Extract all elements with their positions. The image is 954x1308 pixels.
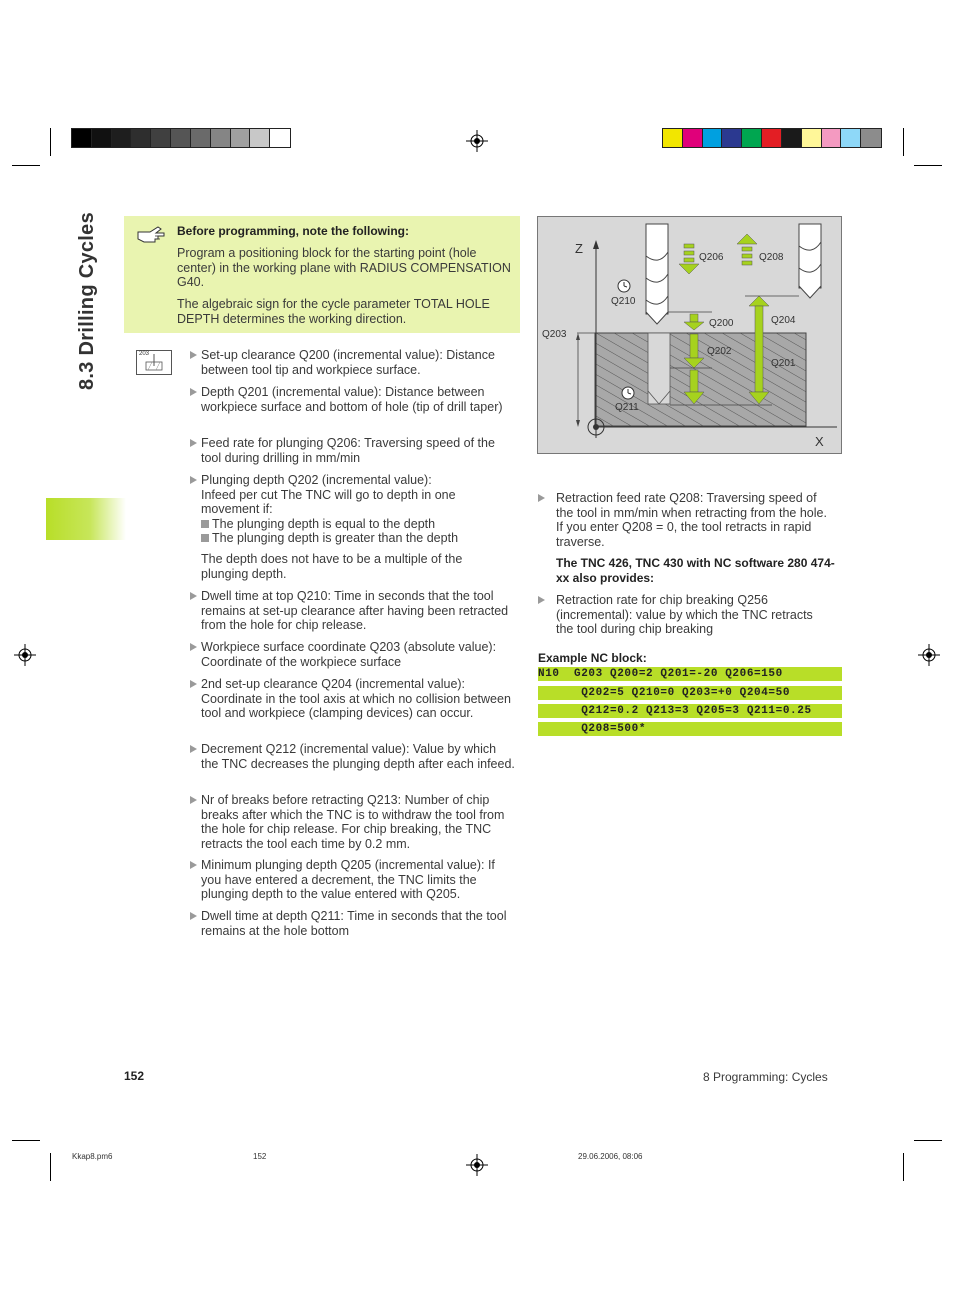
svg-text:Q201: Q201 xyxy=(771,358,796,369)
note-paragraph: Program a positioning block for the starting point (hole center) in the working plane with RADIUS COMPENSATION G40. xyxy=(177,246,511,289)
note-paragraph: The algebraic sign for the cycle parameter TOTAL HOLE DEPTH determines the working direction. xyxy=(177,297,490,326)
bullet-triangle-icon xyxy=(538,494,545,502)
clearance-arrow-q200 xyxy=(690,314,698,322)
slug-date: 29.06.2006, 08:06 xyxy=(578,1152,643,1161)
grayscale-bar xyxy=(71,128,291,148)
bullet-triangle-icon xyxy=(190,439,197,447)
page-number: 152 xyxy=(124,1069,145,1083)
registration-mark-icon xyxy=(466,1154,488,1176)
crop-mark xyxy=(914,165,942,166)
list-item: Nr of breaks before retracting Q213: Number of chip breaks after which the TNC is to withdraw the tool from the hole for chip release. For chip breaking, the TNC retracts the tool each time by 0.2 mm. xyxy=(190,793,515,851)
crop-mark xyxy=(903,128,904,156)
list-item: Depth Q201 (incremental value): Distance between workpiece surface and bottom of hole (tip of drill taper) xyxy=(190,385,515,414)
cycle-diagram xyxy=(537,216,842,454)
crop-mark xyxy=(12,165,40,166)
software-note: The TNC 426, TNC 430 with NC software 280 474-xx also provides: xyxy=(556,556,835,585)
bullet-triangle-icon xyxy=(190,643,197,651)
bullet-triangle-icon xyxy=(190,861,197,869)
list-item: Workpiece surface coordinate Q203 (absolute value): Coordinate of the workpiece surface xyxy=(190,640,515,669)
list-item: Dwell time at top Q210: Time in seconds that the tool remains at set-up clearance after having been retracted from the hole for chip release. xyxy=(190,589,515,633)
svg-text:Q206: Q206 xyxy=(699,252,724,263)
bullet-square-icon xyxy=(201,534,209,542)
crop-mark xyxy=(914,1140,942,1141)
section-tab xyxy=(46,498,126,540)
svg-text:Q210: Q210 xyxy=(611,296,636,307)
bullet-triangle-icon xyxy=(190,476,197,484)
bullet-triangle-icon xyxy=(538,596,545,604)
pointing-hand-icon xyxy=(136,223,166,245)
list-item: Set-up clearance Q200 (incremental value): Distance between tool tip and workpiece surface. xyxy=(190,348,515,377)
crop-mark xyxy=(12,1140,40,1141)
bullet-triangle-icon xyxy=(190,912,197,920)
registration-mark-icon xyxy=(918,644,940,666)
bullet-triangle-icon xyxy=(190,592,197,600)
list-item: 2nd set-up clearance Q204 (incremental value): Coordinate in the tool axis at which no collision between tool and workpiece (clamping devices) can occur. xyxy=(190,677,515,721)
registration-mark-icon xyxy=(466,130,488,152)
color-bar xyxy=(662,128,882,148)
svg-text:Q211: Q211 xyxy=(615,402,639,413)
crop-mark xyxy=(50,128,51,156)
drill-hole xyxy=(648,333,670,404)
list-item: Feed rate for plunging Q206: Traversing speed of the tool during drilling in mm/min xyxy=(190,436,515,465)
z-axis-label: Z xyxy=(575,241,583,256)
list-item: Retraction feed rate Q208: Traversing speed of the tool in mm/min when retracting from the hole. If you enter Q208 = 0, the tool retracts in rapid traverse. xyxy=(538,491,833,549)
nc-line: Q212=0.2 Q213=3 Q205=3 Q211=0.25 xyxy=(538,704,842,718)
chapter-footer: 8 Programming: Cycles xyxy=(703,1070,828,1084)
bullet-triangle-icon xyxy=(190,745,197,753)
svg-text:Q204: Q204 xyxy=(771,315,796,326)
nc-heading: Example NC block: xyxy=(538,651,647,665)
svg-text:Q208: Q208 xyxy=(759,252,784,263)
bullet-triangle-icon xyxy=(190,388,197,396)
bullet-triangle-icon xyxy=(190,680,197,688)
svg-text:Q203: Q203 xyxy=(542,329,567,340)
cycle-203-icon xyxy=(136,350,172,375)
bullet-square-icon xyxy=(201,520,209,528)
nc-line: N10 G203 Q200=2 Q201=-20 Q206=150 xyxy=(538,667,842,681)
nc-line: Q202=5 Q210=0 Q203=+0 Q204=50 xyxy=(538,686,842,700)
crop-mark xyxy=(903,1153,904,1181)
svg-text:Q202: Q202 xyxy=(707,346,732,357)
slug-page: 152 xyxy=(253,1152,267,1161)
cycle-icon-label: 203 xyxy=(139,351,150,357)
list-item: Retraction rate for chip breaking Q256 (incremental): value by which the TNC retracts the tool during chip breaking xyxy=(538,593,833,637)
list-item: Plunging depth Q202 (incremental value): Infeed per cut The TNC will go to depth in one movement if: The plunging depth is equal to the depth The plunging depth is greater than the depth xyxy=(190,473,515,546)
slug-file: Kkap8.pm6 xyxy=(72,1152,113,1161)
list-item: Dwell time at depth Q211: Time in seconds that the tool remains at the hole bottom xyxy=(190,909,515,938)
drill-tool xyxy=(799,224,821,288)
nc-line: Q208=500* xyxy=(538,722,842,736)
svg-text:Q200: Q200 xyxy=(709,318,734,329)
crop-mark xyxy=(50,1153,51,1181)
bullet-triangle-icon xyxy=(190,351,197,359)
list-item: Minimum plunging depth Q205 (incremental value): If you have entered a decrement, the TNC limits the plunging depth to the value entered with Q205. xyxy=(190,858,515,902)
section-title: 8.3 Drilling Cycles xyxy=(76,212,98,390)
plunge-arrow-q202 xyxy=(690,334,698,358)
x-axis-label: X xyxy=(815,434,824,449)
bullet-triangle-icon xyxy=(190,796,197,804)
depth-note: The depth does not have to be a multiple of the plunging depth. xyxy=(201,552,463,581)
drill-graphic-icon xyxy=(137,351,171,374)
registration-mark-icon xyxy=(14,644,36,666)
list-item: Decrement Q212 (incremental value): Value by which the TNC decreases the plunging depth after each infeed. xyxy=(190,742,515,771)
note-title: Before programming, note the following: xyxy=(177,224,409,238)
